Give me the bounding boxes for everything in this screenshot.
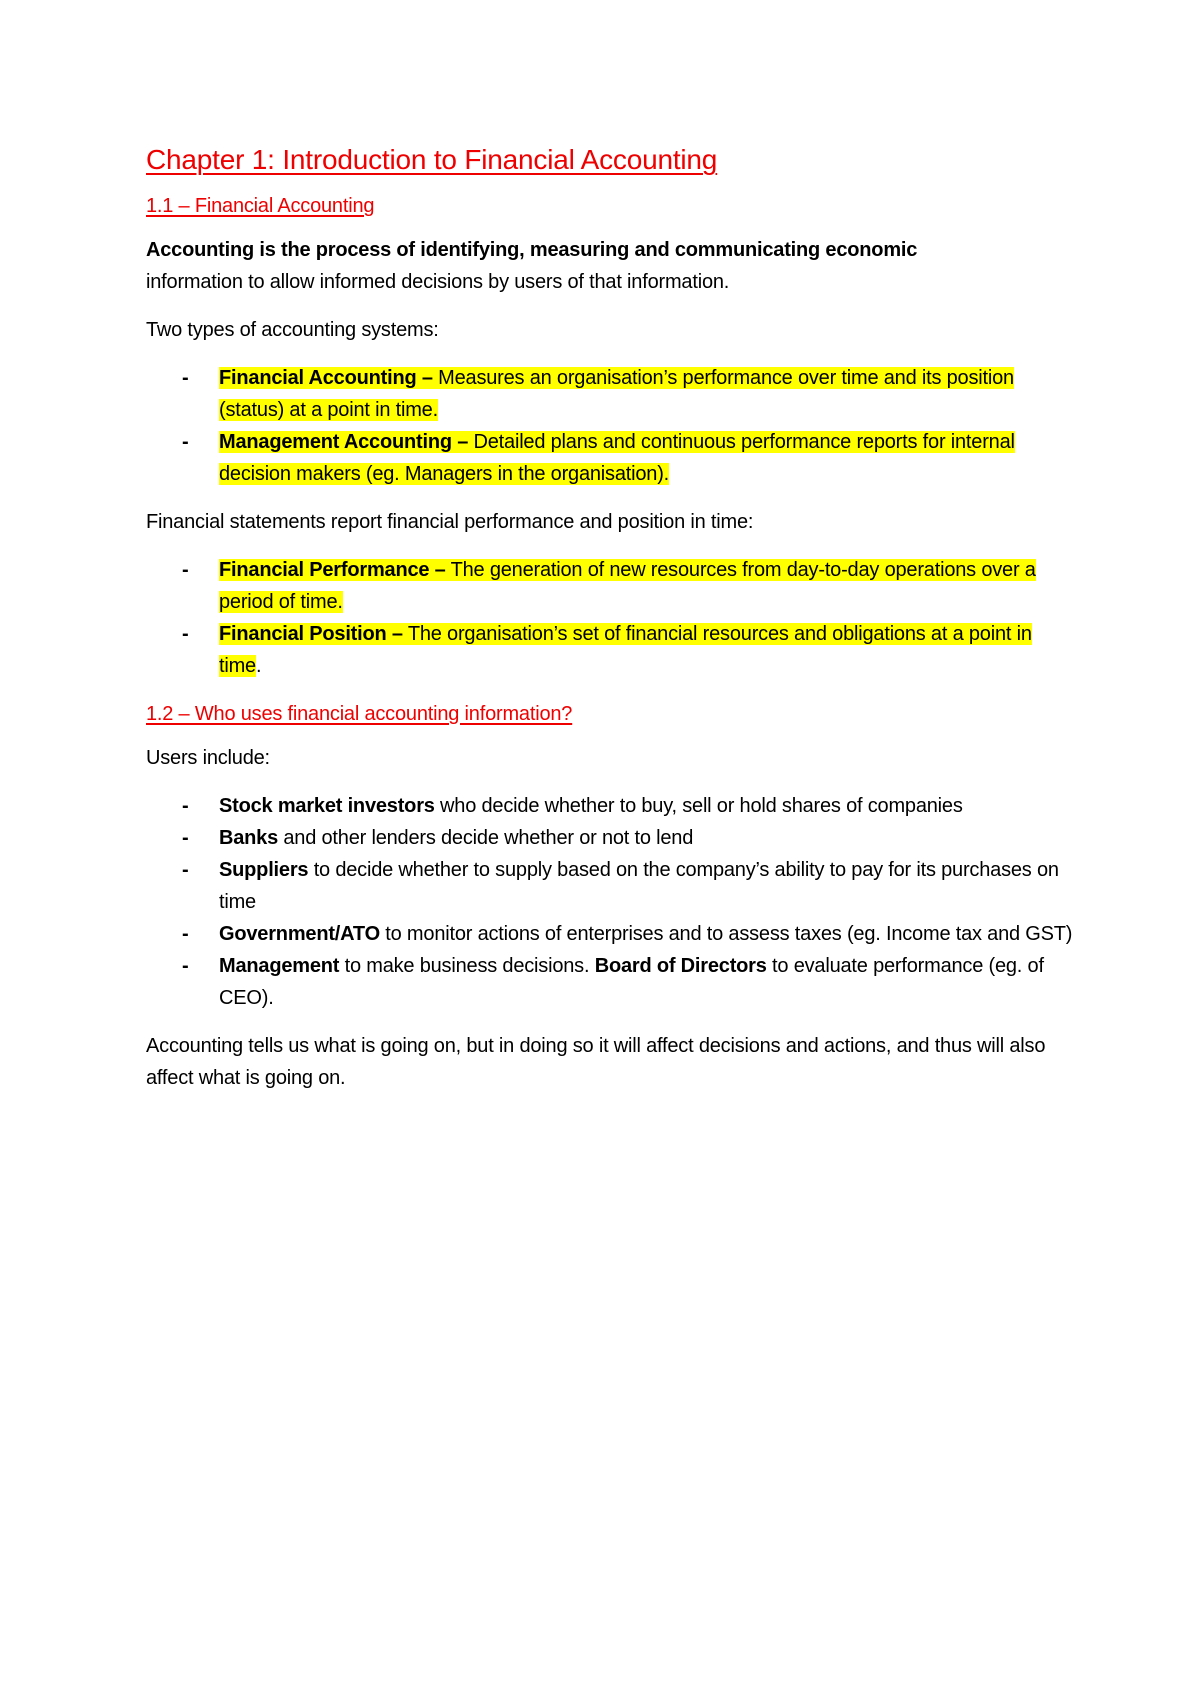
list-trailing: . <box>255 655 262 677</box>
section-heading-1-1: 1.1 – Financial Accounting <box>146 195 375 217</box>
highlighted-text <box>219 623 1032 677</box>
document-page <box>146 140 1076 1110</box>
list-item <box>146 362 1076 426</box>
list-item <box>146 554 1076 618</box>
list-desc: who decide whether to buy, sell or hold shares of companies <box>434 795 963 817</box>
list-term: Financial Accounting – <box>219 367 433 389</box>
definition-rest: information to allow informed decisions by users of that information. <box>146 271 730 293</box>
list-term: Stock market investors <box>219 795 435 817</box>
page-title: Chapter 1: Introduction to Financial Accounting <box>146 144 718 175</box>
list-desc: Measures an organisation’s performance over time and its position (status) at a point in time. <box>219 367 1014 421</box>
types-intro: Two types of accounting systems: <box>146 319 439 341</box>
bullet-dash: - <box>182 795 189 817</box>
accounting-types-list <box>146 362 1076 490</box>
bullet-dash: - <box>182 859 189 881</box>
bullet-dash: - <box>182 559 189 581</box>
list-item <box>146 918 1076 950</box>
highlighted-text <box>219 367 1014 421</box>
list-desc: Detailed plans and continuous performance reports for internal decision makers (eg. Managers in the organisation). <box>219 431 1015 485</box>
section-heading-1-2: 1.2 – Who uses financial accounting information? <box>146 703 573 725</box>
list-item <box>146 790 1076 822</box>
definition-bold: Accounting is the process of identifying, measuring and communicating economic <box>146 239 918 261</box>
list-desc: to monitor actions of enterprises and to assess taxes (eg. Income tax and GST) <box>379 923 1073 945</box>
list-desc: to make business decisions. <box>339 955 595 977</box>
list-desc: to decide whether to supply based on the company’s ability to pay for its purchases on time <box>219 859 1059 913</box>
list-desc: The organisation’s set of financial resources and obligations at a point in time <box>219 623 1032 677</box>
list-term: Banks <box>219 827 279 849</box>
users-intro: Users include: <box>146 747 270 769</box>
list-term: Suppliers <box>219 859 309 881</box>
list-term: Government/ATO <box>219 923 380 945</box>
financial-statements-list <box>146 554 1076 682</box>
list-desc: The generation of new resources from day-to-day operations over a period of time. <box>219 559 1036 613</box>
list-term: Financial Position – <box>219 623 403 645</box>
list-item <box>146 426 1076 490</box>
statements-intro: Financial statements report financial performance and position in time: <box>146 511 754 533</box>
list-desc: and other lenders decide whether or not to lend <box>278 827 694 849</box>
highlighted-text <box>219 431 1015 485</box>
list-item <box>146 854 1076 918</box>
definition-paragraph <box>146 234 1076 298</box>
bullet-dash: - <box>182 623 189 645</box>
list-desc-secondary: to evaluate performance (eg. of CEO). <box>219 955 1044 1009</box>
list-term-secondary: Board of Directors <box>594 955 767 977</box>
bullet-dash: - <box>182 431 189 453</box>
bullet-dash: - <box>182 367 189 389</box>
closing-paragraph: Accounting tells us what is going on, but in doing so it will affect decisions and actions, and thus will also affect what is going on. <box>146 1035 1046 1089</box>
list-item <box>146 950 1076 1014</box>
bullet-dash: - <box>182 955 189 977</box>
users-list <box>146 790 1076 1014</box>
list-term: Financial Performance – <box>219 559 446 581</box>
list-item <box>146 618 1076 682</box>
list-term: Management Accounting – <box>219 431 469 453</box>
list-item <box>146 822 1076 854</box>
list-term: Management <box>219 955 340 977</box>
highlighted-text <box>219 559 1036 613</box>
bullet-dash: - <box>182 923 189 945</box>
bullet-dash: - <box>182 827 189 849</box>
